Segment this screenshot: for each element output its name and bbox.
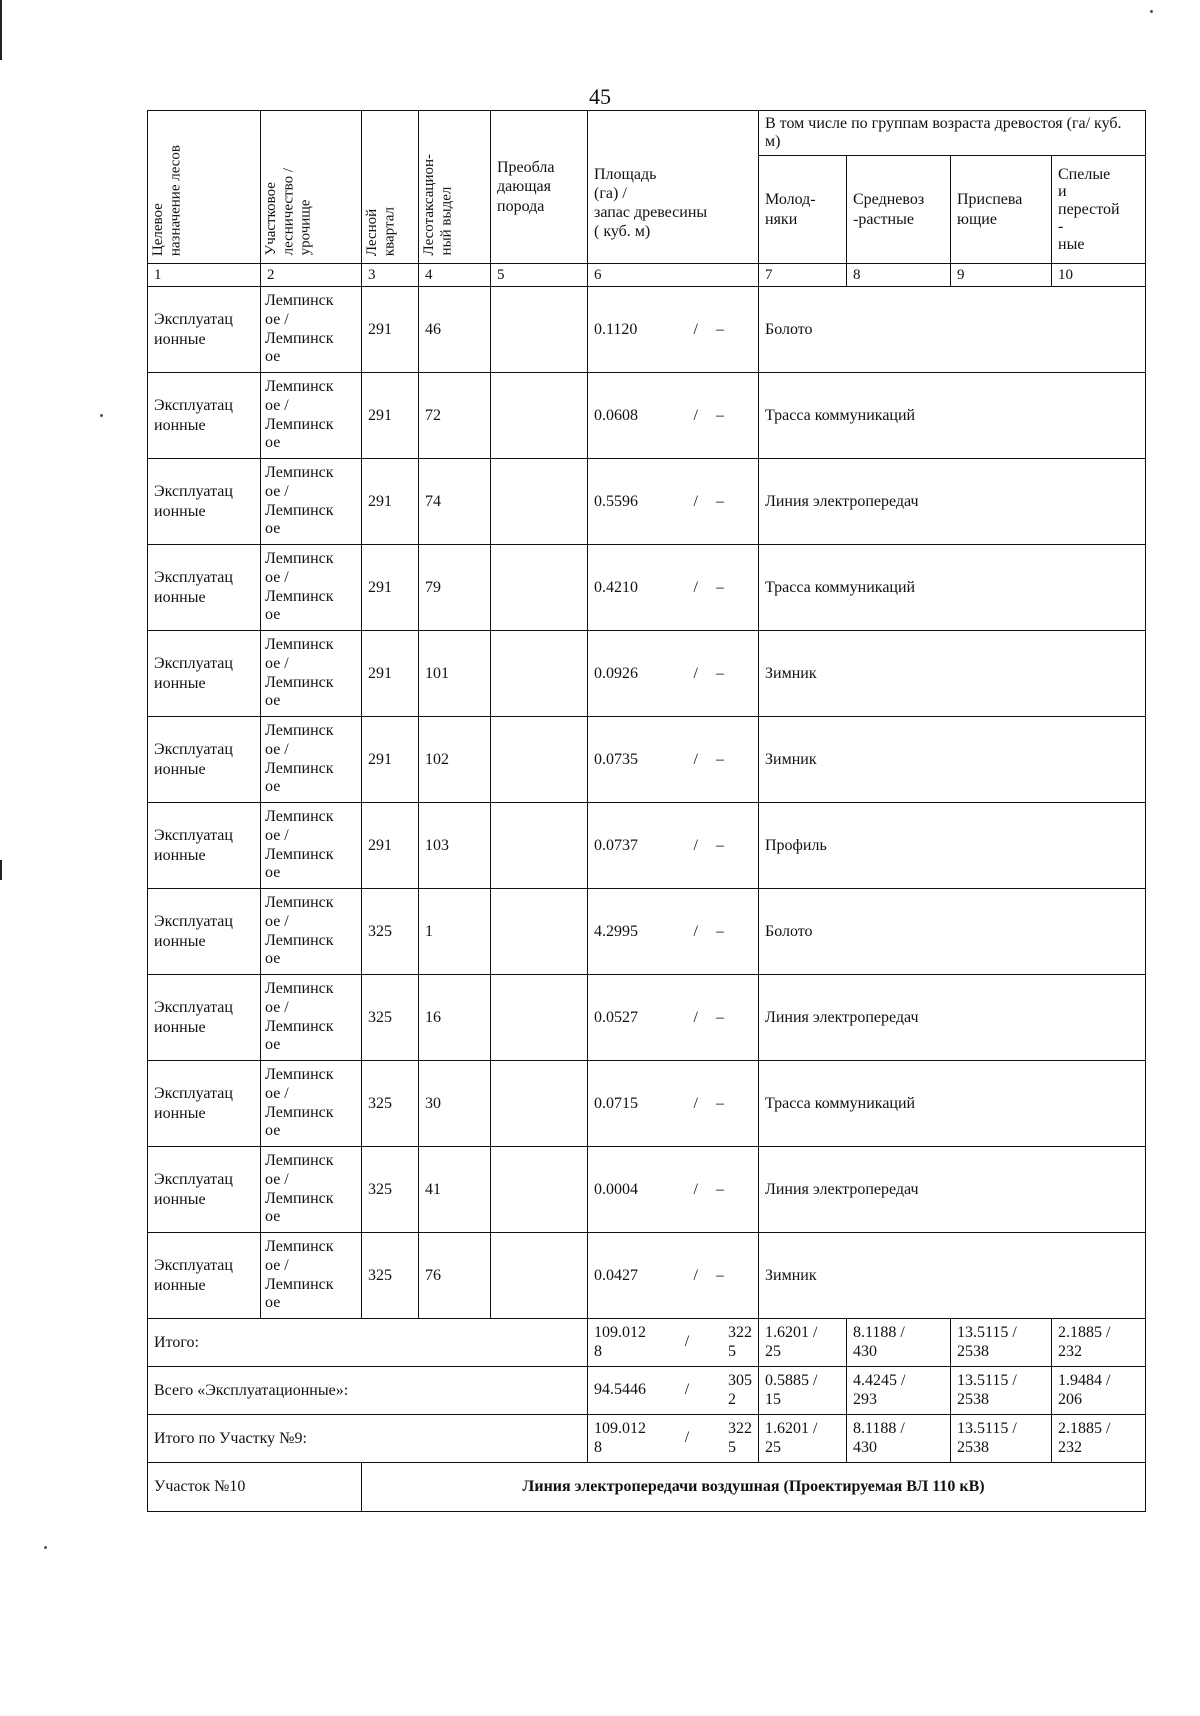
total-area: 109.012 8 [594,1420,646,1456]
district-cell: Лемпинск ое / Лемпинск ое [261,1233,362,1319]
note-cell: Линия электропередач [759,1147,1146,1233]
stock-value: – [716,492,724,510]
slash-separator: / [693,922,698,940]
species-cell [491,287,588,373]
stock-value: – [716,922,724,940]
purpose-cell: Эксплуатац ионные [148,1147,261,1233]
header-area-stock: Площадь (га) / запас древесины ( куб. м) [588,111,759,264]
district-cell: Лемпинск ое / Лемпинск ое [261,459,362,545]
stock-value: – [716,750,724,768]
area-stock-cell [588,459,759,545]
area-value: 0.0527 [594,1008,638,1026]
scan-speck [44,1546,47,1549]
total-mature: 2.1885 / 232 [1052,1319,1146,1367]
vydel-cell: 46 [419,287,491,373]
area-stock-cell [588,975,759,1061]
species-cell [491,459,588,545]
table-row [148,1061,1146,1147]
section-title: Линия электропередачи воздушная (Проектируемая ВЛ 110 кВ) [362,1463,1146,1512]
area-stock-cell [588,1233,759,1319]
species-cell [491,1233,588,1319]
area-value: 0.0737 [594,836,638,854]
area-stock-cell [588,889,759,975]
table-row [148,459,1146,545]
forest-plots-table [147,110,1146,1512]
total-mature: 2.1885 / 232 [1052,1415,1146,1463]
purpose-cell: Эксплуатац ионные [148,889,261,975]
kvartal-cell: 291 [362,631,419,717]
header-age-groups: В том числе по группам возраста древостоя (га/ куб. м) [759,111,1146,156]
district-cell: Лемпинск ое / Лемпинск ое [261,545,362,631]
stock-value: – [716,1180,724,1198]
area-value: 4.2995 [594,922,638,940]
area-value: 0.0715 [594,1094,638,1112]
note-cell: Линия электропередач [759,459,1146,545]
column-number: 7 [759,264,847,287]
column-number: 4 [419,264,491,287]
table-row [148,717,1146,803]
stock-value: – [716,578,724,596]
species-cell [491,373,588,459]
slash-separator: / [693,492,698,510]
district-cell: Лемпинск ое / Лемпинск ое [261,803,362,889]
total-stock: 305 2 [727,1372,752,1408]
total-label: Итого: [148,1319,588,1367]
species-cell [491,1061,588,1147]
table-row [148,889,1146,975]
total-ripening: 13.5115 / 2538 [951,1415,1052,1463]
stock-value: – [716,1008,724,1026]
vydel-cell: 102 [419,717,491,803]
header-row [148,111,1146,156]
kvartal-cell: 291 [362,803,419,889]
kvartal-cell: 291 [362,459,419,545]
note-cell: Трасса коммуникаций [759,373,1146,459]
column-number: 2 [261,264,362,287]
kvartal-cell: 325 [362,889,419,975]
scan-speck [1150,10,1153,13]
purpose-cell: Эксплуатац ионные [148,717,261,803]
total-middle: 8.1188 / 430 [847,1319,951,1367]
slash-separator: / [693,320,698,338]
column-number: 6 [588,264,759,287]
district-cell: Лемпинск ое / Лемпинск ое [261,1147,362,1233]
area-stock-cell [588,287,759,373]
slash-separator: / [684,1429,690,1447]
total-label: Всего «Эксплуатационные»: [148,1367,588,1415]
vydel-cell: 30 [419,1061,491,1147]
area-value: 0.0004 [594,1180,638,1198]
total-area: 109.012 8 [594,1324,646,1360]
district-cell: Лемпинск ое / Лемпинск ое [261,287,362,373]
area-value: 0.0926 [594,664,638,682]
vydel-cell: 16 [419,975,491,1061]
header-vydel: Лесотаксацион- ный выдел [419,111,491,264]
slash-separator: / [693,1094,698,1112]
slash-separator: / [693,750,698,768]
species-cell [491,631,588,717]
vydel-cell: 74 [419,459,491,545]
kvartal-cell: 325 [362,975,419,1061]
note-cell: Трасса коммуникаций [759,1061,1146,1147]
stock-value: – [716,1094,724,1112]
page-number: 45 [589,84,611,109]
kvartal-cell: 291 [362,373,419,459]
purpose-cell: Эксплуатац ионные [148,545,261,631]
species-cell [491,717,588,803]
total-stock: 322 5 [727,1420,752,1456]
slash-separator: / [693,664,698,682]
total-row [148,1415,1146,1463]
vydel-cell: 41 [419,1147,491,1233]
district-cell: Лемпинск ое / Лемпинск ое [261,717,362,803]
total-young: 1.6201 / 25 [759,1319,847,1367]
stock-value: – [716,1266,724,1284]
district-cell: Лемпинск ое / Лемпинск ое [261,1061,362,1147]
note-cell: Зимник [759,717,1146,803]
total-middle: 4.4245 / 293 [847,1367,951,1415]
total-label: Итого по Участку №9: [148,1415,588,1463]
vydel-cell: 79 [419,545,491,631]
purpose-cell: Эксплуатац ионные [148,975,261,1061]
district-cell: Лемпинск ое / Лемпинск ое [261,373,362,459]
kvartal-cell: 291 [362,545,419,631]
total-area-stock [588,1415,759,1463]
area-stock-cell [588,803,759,889]
table-row [148,287,1146,373]
slash-separator: / [693,1008,698,1026]
header-middle: Средневоз -растные [847,156,951,264]
vydel-cell: 103 [419,803,491,889]
area-stock-cell [588,545,759,631]
slash-separator: / [693,1266,698,1284]
header-mature: Спелые и перестой - ные [1052,156,1146,264]
district-cell: Лемпинск ое / Лемпинск ое [261,975,362,1061]
table-row [148,373,1146,459]
kvartal-cell: 325 [362,1147,419,1233]
table-row [148,975,1146,1061]
purpose-cell: Эксплуатац ионные [148,373,261,459]
total-row [148,1367,1146,1415]
total-area-stock [588,1319,759,1367]
note-cell: Зимник [759,1233,1146,1319]
species-cell [491,975,588,1061]
purpose-cell: Эксплуатац ионные [148,1061,261,1147]
area-value: 0.0735 [594,750,638,768]
scan-edge-mark [0,860,2,880]
total-ripening: 13.5115 / 2538 [951,1319,1052,1367]
purpose-cell: Эксплуатац ионные [148,287,261,373]
header-district: Участковое лесничество / урочище [261,111,362,264]
area-value: 0.0608 [594,406,638,424]
header-species: Преобла дающая порода [491,111,588,264]
kvartal-cell: 291 [362,717,419,803]
vydel-cell: 72 [419,373,491,459]
scan-edge-mark [0,0,2,60]
total-row [148,1319,1146,1367]
column-number: 8 [847,264,951,287]
slash-separator: / [693,836,698,854]
area-value: 0.1120 [594,320,638,338]
note-cell: Линия электропередач [759,975,1146,1061]
district-cell: Лемпинск ое / Лемпинск ое [261,889,362,975]
stock-value: – [716,836,724,854]
column-number: 9 [951,264,1052,287]
district-cell: Лемпинск ое / Лемпинск ое [261,631,362,717]
column-numbers-row [148,264,1146,287]
area-stock-cell [588,373,759,459]
header-purpose: Целевое назначение лесов [148,111,261,264]
purpose-cell: Эксплуатац ионные [148,803,261,889]
area-value: 0.4210 [594,578,638,596]
species-cell [491,889,588,975]
column-number: 1 [148,264,261,287]
total-middle: 8.1188 / 430 [847,1415,951,1463]
header-ripening: Приспева ющие [951,156,1052,264]
slash-separator: / [693,578,698,596]
table-row [148,803,1146,889]
area-stock-cell [588,631,759,717]
slash-separator: / [693,406,698,424]
total-area-stock [588,1367,759,1415]
total-stock: 322 5 [727,1324,752,1360]
stock-value: – [716,664,724,682]
slash-separator: / [684,1381,690,1399]
note-cell: Болото [759,287,1146,373]
stock-value: – [716,320,724,338]
column-number: 3 [362,264,419,287]
table-row [148,545,1146,631]
kvartal-cell: 325 [362,1061,419,1147]
total-young: 0.5885 / 15 [759,1367,847,1415]
purpose-cell: Эксплуатац ионные [148,1233,261,1319]
area-stock-cell [588,1147,759,1233]
vydel-cell: 101 [419,631,491,717]
species-cell [491,545,588,631]
area-stock-cell [588,717,759,803]
total-young: 1.6201 / 25 [759,1415,847,1463]
area-value: 0.0427 [594,1266,638,1284]
vydel-cell: 76 [419,1233,491,1319]
area-value: 0.5596 [594,492,638,510]
scan-speck [100,414,103,417]
note-cell: Болото [759,889,1146,975]
purpose-cell: Эксплуатац ионные [148,459,261,545]
species-cell [491,1147,588,1233]
header-young: Молод- няки [759,156,847,264]
note-cell: Профиль [759,803,1146,889]
column-number: 5 [491,264,588,287]
total-ripening: 13.5115 / 2538 [951,1367,1052,1415]
purpose-cell: Эксплуатац ионные [148,631,261,717]
table-row [148,631,1146,717]
section-label: Участок №10 [148,1463,362,1512]
table-row [148,1233,1146,1319]
total-area: 94.5446 [594,1381,646,1399]
section-row [148,1463,1146,1512]
total-mature: 1.9484 / 206 [1052,1367,1146,1415]
stock-value: – [716,406,724,424]
kvartal-cell: 291 [362,287,419,373]
header-kvartal: Лесной квартал [362,111,419,264]
note-cell: Зимник [759,631,1146,717]
note-cell: Трасса коммуникаций [759,545,1146,631]
slash-separator: / [684,1333,690,1351]
column-number: 10 [1052,264,1146,287]
table-row [148,1147,1146,1233]
vydel-cell: 1 [419,889,491,975]
slash-separator: / [693,1180,698,1198]
species-cell [491,803,588,889]
area-stock-cell [588,1061,759,1147]
kvartal-cell: 325 [362,1233,419,1319]
